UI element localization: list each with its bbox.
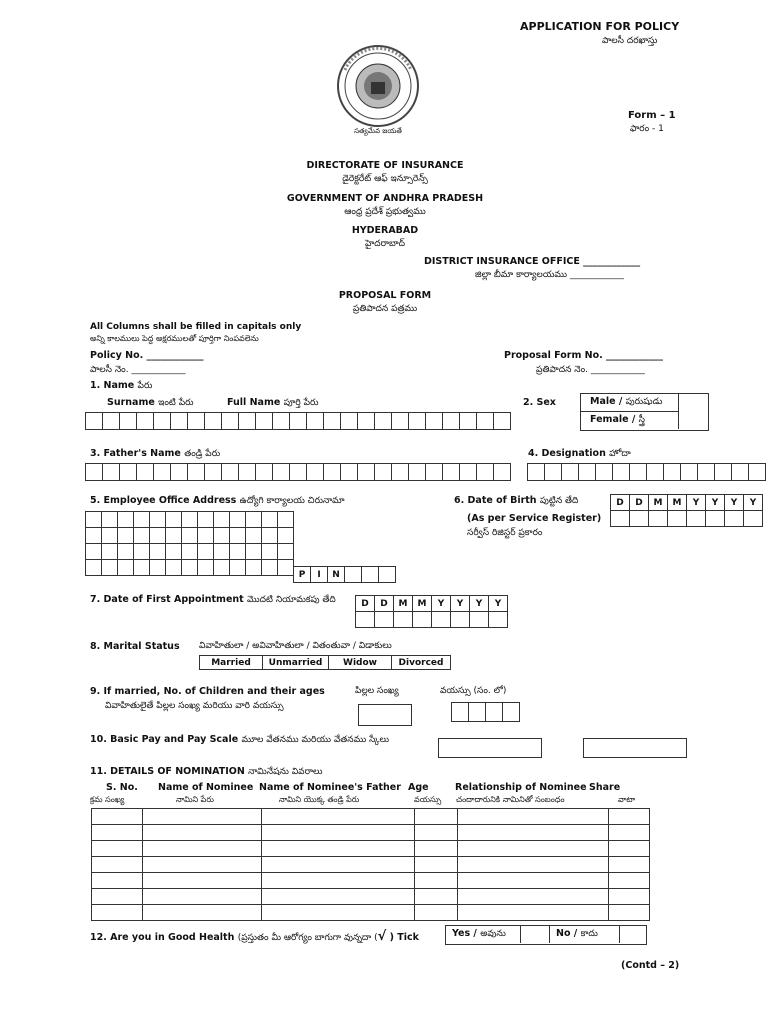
input-box[interactable]	[610, 510, 630, 527]
input-box[interactable]	[153, 463, 171, 481]
address-box[interactable]	[229, 559, 246, 576]
address-box[interactable]	[213, 543, 230, 560]
input-box[interactable]	[272, 463, 290, 481]
address-box[interactable]	[181, 527, 198, 544]
table-cell[interactable]	[609, 873, 650, 889]
input-box[interactable]	[170, 463, 188, 481]
table-cell[interactable]	[262, 809, 415, 825]
proposal-number-field[interactable]: Proposal Form No. ____________	[504, 350, 664, 361]
address-box[interactable]	[85, 511, 102, 528]
input-box[interactable]	[705, 510, 725, 527]
address-box[interactable]	[197, 511, 214, 528]
form-title: APPLICATION FOR POLICY	[520, 20, 680, 33]
nomination-header-telugu: చందాదారునికి నామినితో సంబంధం	[456, 795, 565, 804]
table-cell[interactable]	[458, 857, 609, 873]
address-box[interactable]	[229, 511, 246, 528]
nomination-header: Age	[408, 782, 429, 793]
address-box[interactable]	[277, 543, 294, 560]
input-box[interactable]	[527, 463, 545, 481]
input-box[interactable]	[323, 412, 341, 430]
table-cell[interactable]	[262, 857, 415, 873]
input-box[interactable]	[119, 463, 137, 481]
input-box[interactable]	[391, 463, 409, 481]
input-box[interactable]	[714, 463, 732, 481]
input-box[interactable]	[686, 510, 706, 527]
address-box[interactable]	[213, 559, 230, 576]
proposal-number-field-telugu: ప్రతిపాదన నెం. ____________	[536, 365, 645, 375]
box-label: M	[667, 494, 687, 511]
input-box[interactable]	[561, 463, 579, 481]
table-cell[interactable]	[143, 873, 262, 889]
input-box[interactable]	[85, 412, 103, 430]
input-box[interactable]	[204, 412, 222, 430]
designation-label: 4. Designation హోదా	[528, 448, 631, 459]
government-label-telugu: ఆంధ్ర ప్రదేశ్ ప్రభుత్వము	[344, 207, 426, 217]
address-box[interactable]	[133, 511, 150, 528]
table-cell[interactable]	[262, 825, 415, 841]
marital-options	[199, 655, 450, 670]
input-box[interactable]	[85, 463, 103, 481]
pin-box[interactable]	[344, 566, 362, 583]
box-label: Y	[743, 494, 763, 511]
designation-boxes[interactable]	[527, 463, 765, 481]
proposal-form-title: PROPOSAL FORM	[338, 290, 432, 301]
address-box[interactable]	[261, 559, 278, 576]
input-box[interactable]	[476, 463, 494, 481]
input-box[interactable]	[748, 463, 766, 481]
full-name-label: Full Name పూర్తి పేరు	[227, 397, 319, 408]
address-box[interactable]	[85, 527, 102, 544]
table-cell[interactable]	[92, 889, 143, 905]
children-count-input[interactable]	[358, 704, 412, 726]
nomination-header: Name of Nominee	[158, 782, 254, 793]
father-name-boxes[interactable]	[85, 463, 510, 481]
box-label: D	[629, 494, 649, 511]
pin-letter: P	[293, 566, 311, 583]
box-label: M	[393, 595, 413, 612]
table-row[interactable]	[92, 841, 650, 857]
box-label: D	[610, 494, 630, 511]
government-seal-icon	[331, 42, 425, 136]
input-box[interactable]	[340, 412, 358, 430]
table-cell[interactable]	[458, 889, 609, 905]
nomination-header-telugu: వాటా	[618, 795, 636, 804]
address-box[interactable]	[245, 511, 262, 528]
input-box[interactable]	[442, 463, 460, 481]
input-box[interactable]	[595, 463, 613, 481]
seal-motto: సత్యమేవ జయతే	[354, 127, 402, 135]
nomination-header: S. No.	[106, 782, 138, 793]
input-box[interactable]	[323, 463, 341, 481]
directorate-label-telugu: డైరెక్టరేట్ ఆఫ్ ఇన్సూరెన్స్	[342, 174, 428, 184]
input-box[interactable]	[187, 463, 205, 481]
input-box[interactable]	[374, 611, 394, 628]
box-label: Y	[450, 595, 470, 612]
input-box[interactable]	[153, 412, 171, 430]
input-box[interactable]	[119, 412, 137, 430]
input-box[interactable]	[238, 412, 256, 430]
directorate-label: DIRECTORATE OF INSURANCE	[306, 160, 464, 171]
marital-option-widow[interactable]: Widow	[328, 655, 392, 670]
address-box[interactable]	[277, 527, 294, 544]
table-cell[interactable]	[143, 889, 262, 905]
address-box[interactable]	[181, 559, 198, 576]
address-box[interactable]	[197, 527, 214, 544]
input-box[interactable]	[136, 412, 154, 430]
address-box[interactable]	[133, 543, 150, 560]
nomination-heading: 11. DETAILS OF NOMINATION నామినేషను వివరాలు	[90, 766, 323, 777]
address-box[interactable]	[245, 543, 262, 560]
table-cell[interactable]	[609, 809, 650, 825]
sex-male-option[interactable]: Male / పురుషుడు	[590, 396, 663, 407]
form-number: Form – 1	[628, 110, 676, 121]
input-box[interactable]	[102, 463, 120, 481]
table-cell[interactable]	[143, 841, 262, 857]
dob-input-boxes[interactable]	[610, 510, 762, 527]
nomination-header: Relationship of Nominee	[455, 782, 587, 793]
input-box[interactable]	[488, 611, 508, 628]
input-box[interactable]	[485, 702, 503, 722]
address-box[interactable]	[245, 559, 262, 576]
address-box[interactable]	[197, 559, 214, 576]
government-label: GOVERNMENT OF ANDHRA PRADESH	[286, 193, 484, 204]
input-box[interactable]	[724, 510, 744, 527]
table-cell[interactable]	[609, 825, 650, 841]
input-box[interactable]	[306, 463, 324, 481]
nomination-header-telugu: నామిని పేరు	[176, 795, 214, 804]
good-health-label: 12. Are you in Good Health (ప్రస్తుతం మీ ఆరోగ్యం బాగుగా వున్నదా (√ ) Tick	[90, 929, 419, 944]
table-cell[interactable]	[143, 857, 262, 873]
marital-status-label: 8. Marital Status	[90, 641, 180, 652]
input-box[interactable]	[255, 463, 273, 481]
children-label: 9. If married, No. of Children and their ages	[90, 686, 325, 697]
dob-note-telugu: సర్వీస్ రిజిస్టర్ ప్రకారం	[467, 528, 543, 538]
policy-number-field[interactable]: Policy No. ____________	[90, 350, 204, 361]
input-box[interactable]	[442, 412, 460, 430]
address-box[interactable]	[133, 527, 150, 544]
input-box[interactable]	[459, 463, 477, 481]
address-box[interactable]	[101, 543, 118, 560]
input-box[interactable]	[221, 463, 239, 481]
input-box[interactable]	[502, 702, 520, 722]
input-box[interactable]	[393, 611, 413, 628]
children-label-telugu: వివాహితులైతే పిల్లల సంఖ్య మరియు వారి వయస్సు	[105, 701, 284, 711]
children-count-label: పిల్లల సంఖ్య	[355, 686, 399, 696]
pay-scale-input[interactable]	[583, 738, 687, 758]
input-box[interactable]	[340, 463, 358, 481]
dob-letter-boxes	[610, 494, 762, 511]
continued-note: (Contd – 2)	[621, 960, 680, 971]
sex-tick-divider	[678, 393, 679, 429]
input-box[interactable]	[646, 463, 664, 481]
input-box[interactable]	[355, 611, 375, 628]
basic-pay-label: 10. Basic Pay and Pay Scale మూల వేతనము మరియు వేతనము స్కేలు	[90, 734, 389, 745]
nomination-header: Name of Nominee's Father	[259, 782, 401, 793]
address-box[interactable]	[165, 543, 182, 560]
address-box[interactable]	[261, 527, 278, 544]
table-cell[interactable]	[458, 873, 609, 889]
input-box[interactable]	[170, 412, 188, 430]
table-cell[interactable]	[415, 889, 458, 905]
pin-row	[293, 566, 395, 583]
box-label: D	[355, 595, 375, 612]
pin-box[interactable]	[378, 566, 396, 583]
pin-box[interactable]	[361, 566, 379, 583]
marital-option-divorced[interactable]: Divorced	[391, 655, 451, 670]
table-cell[interactable]	[609, 889, 650, 905]
address-box[interactable]	[117, 511, 134, 528]
address-box[interactable]	[181, 543, 198, 560]
input-box[interactable]	[629, 463, 647, 481]
input-box[interactable]	[408, 463, 426, 481]
health-no-option[interactable]: No / కాదు	[556, 928, 598, 939]
table-cell[interactable]	[143, 905, 262, 921]
input-box[interactable]	[667, 510, 687, 527]
input-box[interactable]	[412, 611, 432, 628]
first-appointment-input-boxes[interactable]	[355, 611, 507, 628]
address-box[interactable]	[117, 543, 134, 560]
address-box[interactable]	[277, 559, 294, 576]
marital-status-telugu: వివాహితులా / అవివాహితులా / వితంతువా / విడాకులు	[199, 641, 392, 651]
input-box[interactable]	[357, 412, 375, 430]
input-box[interactable]	[493, 412, 511, 430]
table-cell[interactable]	[458, 809, 609, 825]
input-box[interactable]	[459, 412, 477, 430]
table-cell[interactable]	[415, 809, 458, 825]
input-box[interactable]	[255, 412, 273, 430]
basic-pay-input[interactable]	[438, 738, 542, 758]
table-cell[interactable]	[458, 905, 609, 921]
children-ages-boxes[interactable]	[451, 702, 519, 722]
input-box[interactable]	[204, 463, 222, 481]
input-box[interactable]	[272, 412, 290, 430]
capitals-instruction: All Columns shall be filled in capitals only	[90, 322, 302, 332]
sex-female-option[interactable]: Female / స్త్రీ	[590, 414, 645, 425]
address-box[interactable]	[165, 511, 182, 528]
table-row[interactable]	[92, 857, 650, 873]
input-box[interactable]	[289, 463, 307, 481]
address-box[interactable]	[165, 559, 182, 576]
table-cell[interactable]	[262, 841, 415, 857]
table-cell[interactable]	[262, 873, 415, 889]
address-box[interactable]	[101, 527, 118, 544]
address-box[interactable]	[149, 559, 166, 576]
input-box[interactable]	[697, 463, 715, 481]
address-box[interactable]	[277, 511, 294, 528]
address-box[interactable]	[117, 559, 134, 576]
address-box[interactable]	[197, 543, 214, 560]
sex-label: 2. Sex	[523, 397, 556, 408]
nomination-table[interactable]	[91, 808, 650, 921]
input-box[interactable]	[648, 510, 668, 527]
input-box[interactable]	[431, 611, 451, 628]
table-cell[interactable]	[92, 809, 143, 825]
address-box[interactable]	[229, 527, 246, 544]
table-cell[interactable]	[609, 857, 650, 873]
input-box[interactable]	[289, 412, 307, 430]
address-box[interactable]	[181, 511, 198, 528]
address-box[interactable]	[101, 511, 118, 528]
address-box[interactable]	[149, 527, 166, 544]
form-number-telugu: ఫారం - 1	[630, 124, 664, 134]
box-label: M	[412, 595, 432, 612]
father-name-label: 3. Father's Name తండ్రి పేరు	[90, 448, 221, 459]
table-cell[interactable]	[92, 825, 143, 841]
nomination-header-telugu: వయస్సు	[414, 795, 442, 804]
box-label: Y	[686, 494, 706, 511]
table-row[interactable]	[92, 889, 650, 905]
table-cell[interactable]	[143, 809, 262, 825]
table-row[interactable]	[92, 825, 650, 841]
district-office-field-telugu: జిల్లా బీమా కార్యాలయము ____________	[475, 270, 624, 280]
input-box[interactable]	[469, 611, 489, 628]
box-label: Y	[724, 494, 744, 511]
input-box[interactable]	[663, 463, 681, 481]
box-label: Y	[431, 595, 451, 612]
table-cell[interactable]	[415, 825, 458, 841]
table-cell[interactable]	[262, 905, 415, 921]
table-cell[interactable]	[458, 825, 609, 841]
table-cell[interactable]	[92, 857, 143, 873]
address-box[interactable]	[213, 527, 230, 544]
input-box[interactable]	[493, 463, 511, 481]
table-row[interactable]	[92, 873, 650, 889]
input-box[interactable]	[425, 412, 443, 430]
address-box[interactable]	[261, 511, 278, 528]
pin-letter: I	[310, 566, 328, 583]
address-box[interactable]	[149, 543, 166, 560]
table-cell[interactable]	[92, 873, 143, 889]
address-box[interactable]	[85, 559, 102, 576]
marital-option-unmarried[interactable]: Unmarried	[262, 655, 329, 670]
city-label: HYDERABAD	[351, 225, 419, 236]
input-box[interactable]	[187, 412, 205, 430]
box-label: Y	[705, 494, 725, 511]
input-box[interactable]	[306, 412, 324, 430]
input-box[interactable]	[136, 463, 154, 481]
input-box[interactable]	[680, 463, 698, 481]
input-box[interactable]	[743, 510, 763, 527]
form-title-telugu: పాలసీ దరఖాస్తు	[602, 36, 658, 46]
box-label: Y	[488, 595, 508, 612]
input-box[interactable]	[450, 611, 470, 628]
table-cell[interactable]	[415, 841, 458, 857]
input-box[interactable]	[468, 702, 486, 722]
input-box[interactable]	[731, 463, 749, 481]
marital-option-married[interactable]: Married	[199, 655, 263, 670]
name-boxes[interactable]	[85, 412, 510, 430]
city-label-telugu: హైదరాబాద్	[364, 239, 406, 249]
dob-note: (As per Service Register)	[467, 513, 602, 524]
children-ages-label: వయస్సు (సం. లో)	[440, 686, 507, 696]
input-box[interactable]	[102, 412, 120, 430]
nomination-header-telugu: క్రమ సంఖ్య	[90, 795, 125, 804]
name-label: 1. Name పేరు	[90, 380, 153, 391]
first-appointment-label: 7. Date of First Appointment మొదటి నియామకపు తేది	[90, 594, 336, 605]
input-box[interactable]	[629, 510, 649, 527]
box-label: M	[648, 494, 668, 511]
address-box[interactable]	[229, 543, 246, 560]
district-office-field[interactable]: DISTRICT INSURANCE OFFICE ____________	[424, 256, 641, 267]
input-box[interactable]	[408, 412, 426, 430]
nomination-header-telugu: నామిని యొక్క తండ్రి పేరు	[279, 795, 360, 804]
table-cell[interactable]	[143, 825, 262, 841]
address-box[interactable]	[165, 527, 182, 544]
table-cell[interactable]	[92, 841, 143, 857]
input-box[interactable]	[374, 463, 392, 481]
table-cell[interactable]	[458, 841, 609, 857]
health-yes-tick[interactable]	[520, 925, 550, 943]
input-box[interactable]	[391, 412, 409, 430]
table-cell[interactable]	[609, 841, 650, 857]
address-box[interactable]	[85, 543, 102, 560]
input-box[interactable]	[612, 463, 630, 481]
table-row[interactable]	[92, 809, 650, 825]
input-box[interactable]	[357, 463, 375, 481]
table-cell[interactable]	[415, 873, 458, 889]
table-cell[interactable]	[415, 905, 458, 921]
input-box[interactable]	[451, 702, 469, 722]
input-box[interactable]	[425, 463, 443, 481]
nomination-header: Share	[589, 782, 621, 793]
box-label: D	[374, 595, 394, 612]
address-box[interactable]	[245, 527, 262, 544]
input-box[interactable]	[374, 412, 392, 430]
input-box[interactable]	[476, 412, 494, 430]
dob-label: 6. Date of Birth పుట్టిన తేది	[454, 495, 579, 506]
sex-divider	[580, 411, 678, 412]
box-label: Y	[469, 595, 489, 612]
address-box[interactable]	[149, 511, 166, 528]
address-box[interactable]	[117, 527, 134, 544]
input-box[interactable]	[544, 463, 562, 481]
address-box[interactable]	[101, 559, 118, 576]
table-cell[interactable]	[262, 889, 415, 905]
address-box[interactable]	[261, 543, 278, 560]
table-cell[interactable]	[92, 905, 143, 921]
input-box[interactable]	[221, 412, 239, 430]
address-box[interactable]	[213, 511, 230, 528]
proposal-form-title-telugu: ప్రతిపాదన పత్రము	[352, 304, 418, 314]
policy-number-field-telugu: పాలసీ నెం. ____________	[90, 365, 186, 375]
table-row[interactable]	[92, 905, 650, 921]
surname-label: Surname ఇంటి పేరు	[107, 397, 194, 408]
address-box[interactable]	[133, 559, 150, 576]
input-box[interactable]	[578, 463, 596, 481]
office-address-label: 5. Employee Office Address ఉద్యోగి కార్యాలయ చిరునామా	[90, 495, 345, 506]
office-address-grid[interactable]	[85, 511, 293, 575]
input-box[interactable]	[238, 463, 256, 481]
table-cell[interactable]	[415, 857, 458, 873]
health-no-divider	[619, 925, 620, 943]
table-cell[interactable]	[609, 905, 650, 921]
pin-letter: N	[327, 566, 345, 583]
first-appointment-letter-boxes	[355, 595, 507, 612]
health-yes-option[interactable]: Yes / అవును	[452, 928, 506, 939]
capitals-instruction-telugu: అన్ని కాలములు పెద్ద అక్షరములతో పూర్తిగా నింపవలెను	[90, 334, 259, 343]
